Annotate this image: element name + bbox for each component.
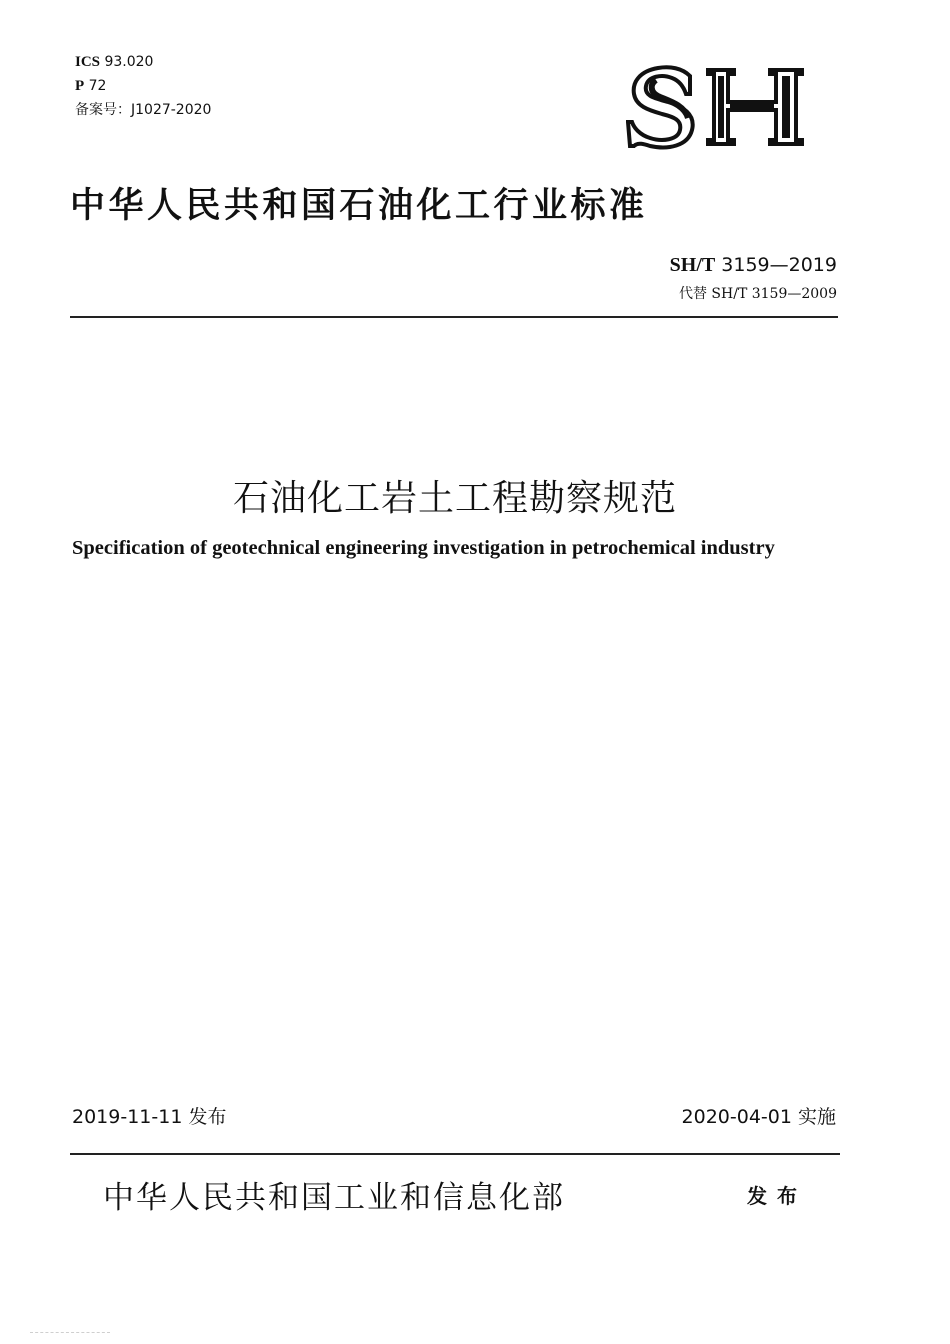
- implement-date-label: 实施: [797, 1106, 836, 1128]
- record-number: [75, 98, 211, 122]
- standard-code-number: 3159—2019: [721, 254, 837, 276]
- p-value: 72: [88, 78, 107, 94]
- standard-code-prefix: SH/T: [669, 254, 716, 276]
- document-title-en: Specification of geotechnical engineering investigation in petrochemical industry: [72, 537, 775, 559]
- issue-date: [72, 1102, 226, 1129]
- publisher-name: 中华人民共和国工业和信息化部: [103, 1180, 565, 1216]
- p-label: P: [75, 78, 85, 94]
- sh-logo-icon: [626, 62, 816, 150]
- implement-date-value: 2020-04-01: [681, 1106, 792, 1128]
- standard-number: [670, 254, 837, 277]
- record-label: 备案号：: [75, 102, 131, 118]
- ics-label: ICS: [75, 54, 101, 70]
- ics-code: [75, 50, 153, 74]
- document-title-cn: 石油化工岩土工程勘察规范: [232, 478, 677, 519]
- replaces-note: 代替 SH/T 3159—2009: [678, 286, 837, 302]
- footer-divider: [70, 1153, 840, 1155]
- header-divider: [70, 316, 838, 318]
- record-value: J1027-2020: [131, 102, 212, 118]
- ics-value: 93.020: [104, 54, 154, 70]
- publish-action: 发布: [747, 1184, 807, 1208]
- standard-category-title: 中华人民共和国石油化工行业标准: [70, 186, 648, 226]
- scan-mark: [30, 1332, 110, 1333]
- p-code: [75, 74, 106, 98]
- issue-date-label: 发布: [188, 1106, 227, 1128]
- implement-date: [682, 1102, 836, 1129]
- issue-date-value: 2019-11-11: [72, 1106, 183, 1128]
